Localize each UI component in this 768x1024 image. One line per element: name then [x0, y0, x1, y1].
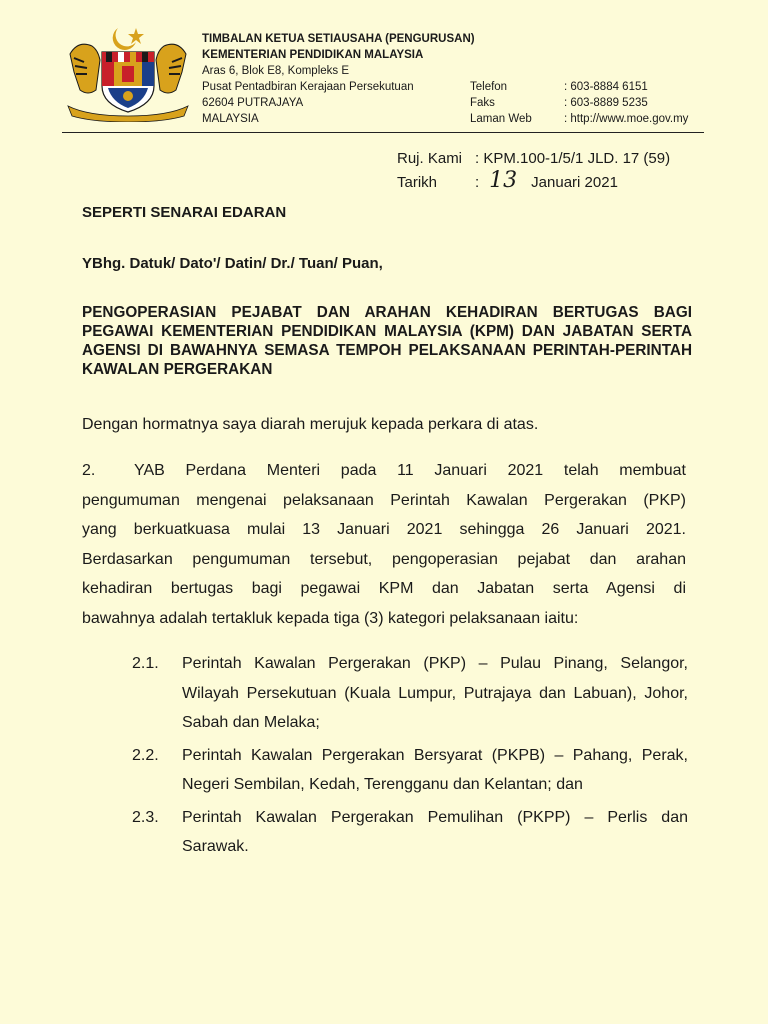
- date-month-year: Januari 2021: [531, 174, 618, 191]
- contact-value: : http://www.moe.gov.my: [564, 113, 689, 125]
- list-item-number: 2.2.: [132, 746, 159, 764]
- list-item-text: Perintah Kawalan Pergerakan (PKP) – Pulau Pinang, Selangor, Wilayah Persekutuan (Kuala Lumpur, Putrajaya dan Labuan), Johor, Sabah dan Melaka;: [182, 655, 688, 731]
- paragraph-line: [82, 456, 686, 486]
- contact-label: Faks: [470, 97, 495, 109]
- paragraph-line: Berdasarkan pengumuman tersebut, pengoperasian pejabat dan arahan: [82, 550, 686, 568]
- date-row: [397, 170, 670, 194]
- address-line: 62604 PUTRAJAYA: [202, 97, 304, 109]
- contact-label: Laman Web: [470, 113, 532, 125]
- list-item-number: 2.3.: [132, 808, 159, 826]
- list-item: [132, 803, 688, 862]
- addressee: SEPERTI SENARAI EDARAN: [82, 204, 287, 221]
- paragraph-line: kehadiran bertugas bagi pegawai KPM dan Jabatan serta Agensi di: [82, 580, 686, 597]
- header-divider: [62, 132, 704, 133]
- contact-details: [470, 79, 688, 127]
- address-line: Pusat Pentadbiran Kerajaan Persekutuan: [202, 81, 414, 93]
- address-line: Aras 6, Blok E8, Kompleks E: [202, 65, 350, 77]
- contact-value: : 603-8889 5235: [564, 97, 648, 109]
- address-line: MALAYSIA: [202, 113, 259, 125]
- reference-label: Ruj. Kami: [397, 150, 463, 167]
- contact-label: Telefon: [470, 81, 508, 93]
- colon: :: [475, 150, 484, 167]
- handwritten-day: 13: [489, 168, 518, 193]
- list-item-text: Perintah Kawalan Pergerakan Pemulihan (PKPP) – Perlis dan Sarawak.: [182, 808, 688, 855]
- list-item: [132, 741, 688, 800]
- list-item-text: Perintah Kawalan Pergerakan Bersyarat (PKPB) – Pahang, Perak, Negeri Sembilan, Kedah, Terengganu dan Kelantan; dan: [182, 746, 688, 793]
- date-label: Tarikh: [397, 174, 438, 191]
- colon: :: [475, 174, 480, 191]
- subject-heading: PENGOPERASIAN PEJABAT DAN ARAHAN KEHADIRAN BERTUGAS BAGI PEGAWAI KEMENTERIAN PENDIDIKAN MALAYSIA (KPM) DAN JABATAN SERTA AGENSI DI BAWAHNYA SEMASA TEMPOH PELAKSANAAN PERINTAH-PERINTAH KAWALAN PERGERAKAN: [82, 304, 692, 378]
- sender-organisation: [202, 31, 475, 127]
- reference-block: [397, 148, 670, 194]
- paragraph-line: pengumuman mengenai pelaksanaan Perintah Kawalan Pergerakan (PKP): [82, 491, 686, 509]
- paragraph-2: [82, 456, 686, 633]
- salutation: YBhg. Datuk/ Dato'/ Datin/ Dr./ Tuan/ Puan,: [82, 255, 383, 272]
- contact-row: [470, 95, 688, 111]
- paragraph-number: 2.: [82, 462, 96, 479]
- contact-row: [470, 111, 688, 127]
- sender-title: TIMBALAN KETUA SETIAUSAHA (PENGURUSAN): [202, 33, 475, 45]
- reference-row: [397, 148, 670, 170]
- paragraph-line: bawahnya adalah tertakluk kepada tiga (3) kategori pelaksanaan iaitu:: [82, 609, 579, 627]
- paragraph-line: yang berkuatkuasa mulai 13 Januari 2021 sehingga 26 Januari 2021.: [82, 521, 686, 538]
- intro-paragraph: Dengan hormatnya saya diarah merujuk kepada perkara di atas.: [82, 416, 539, 433]
- reference-number: KPM.100-1/5/1 JLD. 17 (59): [483, 150, 671, 167]
- contact-row: [470, 79, 688, 95]
- category-list: [132, 649, 688, 865]
- list-item-number: 2.1.: [132, 655, 159, 672]
- contact-value: : 603-8884 6151: [564, 81, 648, 93]
- sender-ministry: KEMENTERIAN PENDIDIKAN MALAYSIA: [202, 49, 424, 61]
- paragraph-text: YAB Perdana Menteri pada 11 Januari 2021 telah membuat: [134, 462, 686, 479]
- list-item: [132, 649, 688, 738]
- coat-of-arms-icon: [66, 24, 190, 122]
